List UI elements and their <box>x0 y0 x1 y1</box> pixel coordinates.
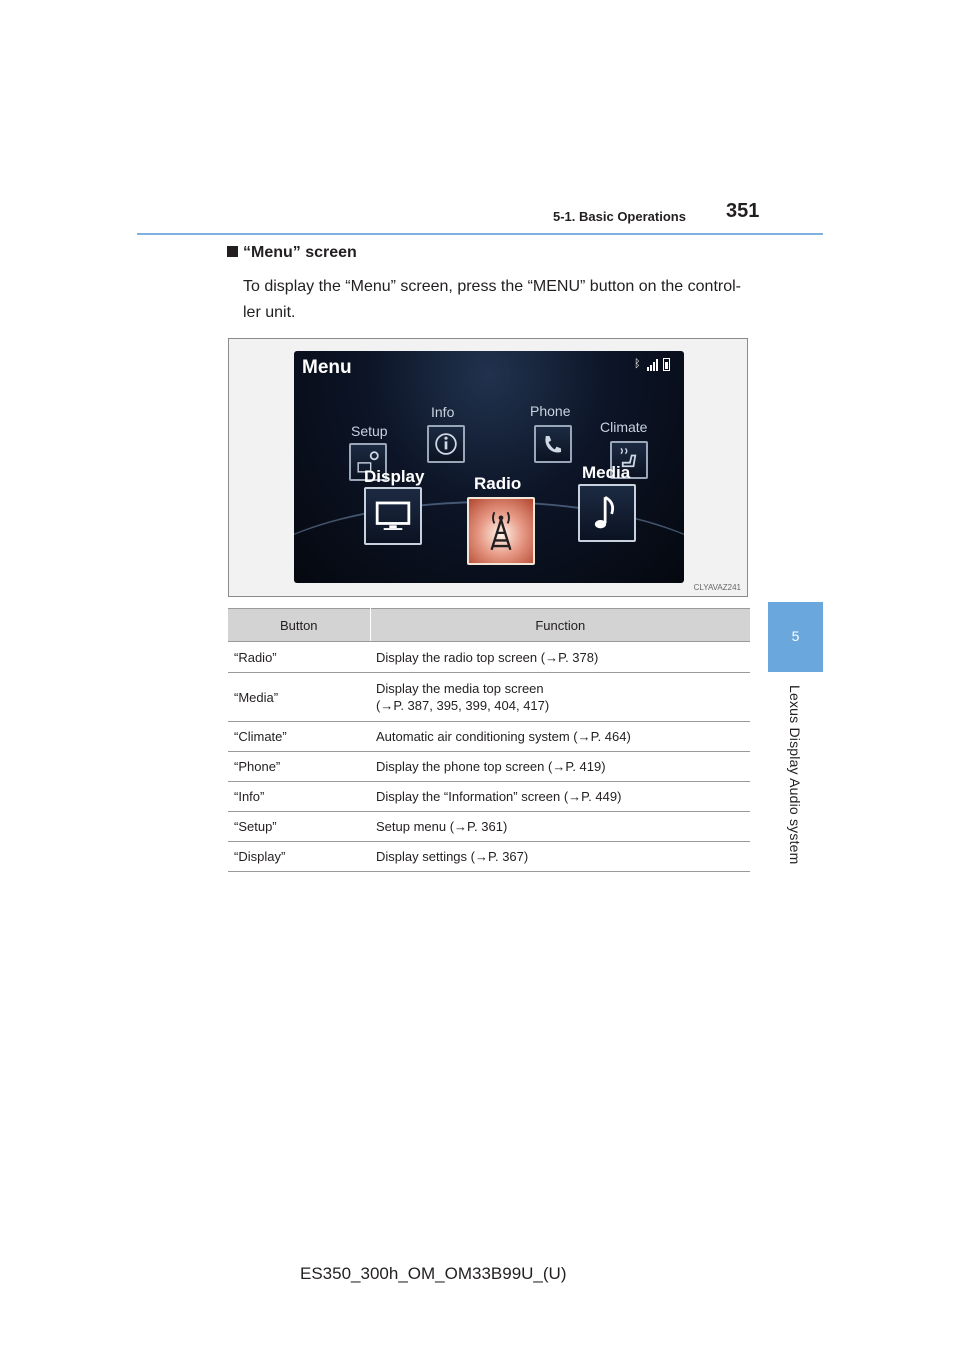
chapter-tab-number: 5 <box>791 628 800 644</box>
button-function-table <box>228 608 750 872</box>
page-number: 351 <box>726 200 760 222</box>
tile-label-phone: Phone <box>530 403 571 419</box>
menu-screen-title: Menu <box>302 357 352 378</box>
tile-label-media: Media <box>582 463 631 482</box>
document-code-footer: ES350_300h_OM_OM33B99U_(U) <box>300 1264 567 1283</box>
section-heading-text: “Menu” screen <box>243 244 357 261</box>
table-cell-button: “Media” <box>228 673 370 722</box>
table-cell-function: Display the radio top screen (→P. 378) <box>370 642 750 673</box>
table-cell-function <box>370 673 750 722</box>
tile-label-setup: Setup <box>351 423 388 439</box>
section-heading <box>227 244 357 262</box>
table-cell-function-line2: (→P. 387, 395, 399, 404, 417) <box>376 698 550 713</box>
table-header-function: Function <box>370 609 750 642</box>
menu-screen-figure <box>228 338 748 597</box>
table-cell-button: “Display” <box>228 842 370 872</box>
table-cell-function-line1: Display the media top screen <box>376 681 544 696</box>
table-cell-function: Display the “Information” screen (→P. 449) <box>370 782 750 812</box>
table-row <box>228 673 750 722</box>
table-cell-function: Automatic air conditioning system (→P. 464) <box>370 722 750 752</box>
table-row <box>228 642 750 673</box>
table-cell-function: Setup menu (→P. 361) <box>370 812 750 842</box>
table-cell-button: “Phone” <box>228 752 370 782</box>
tile-label-climate: Climate <box>600 419 648 435</box>
table-cell-function: Display settings (→P. 367) <box>370 842 750 872</box>
table-header-row <box>228 609 750 642</box>
tile-label-radio: Radio <box>474 474 522 493</box>
running-header-section: 5-1. Basic Operations <box>553 209 686 224</box>
bluetooth-icon: ᛒ <box>634 358 641 370</box>
monitor-icon <box>366 489 420 543</box>
table-row <box>228 752 750 782</box>
table-cell-button: “Info” <box>228 782 370 812</box>
display-tile[interactable] <box>364 487 422 545</box>
signal-bars-icon <box>647 358 658 371</box>
radio-tile[interactable] <box>467 497 535 565</box>
phone-icon <box>536 427 570 461</box>
table-row <box>228 842 750 872</box>
table-row <box>228 812 750 842</box>
radio-tower-icon <box>469 499 533 563</box>
status-icons <box>634 358 670 371</box>
table-cell-button: “Setup” <box>228 812 370 842</box>
info-tile[interactable] <box>427 425 465 463</box>
media-tile[interactable] <box>578 484 636 542</box>
table-cell-function: Display the phone top screen (→P. 419) <box>370 752 750 782</box>
chapter-tab <box>768 602 823 672</box>
square-bullet-icon <box>227 246 238 257</box>
table-row <box>228 782 750 812</box>
section-body-text: To display the “Menu” screen, press the “MENU” button on the control-ler unit. <box>243 278 741 321</box>
table-cell-button: “Radio” <box>228 642 370 673</box>
chapter-side-label: Lexus Display Audio system <box>787 685 803 865</box>
info-icon <box>429 427 463 461</box>
table-header-button: Button <box>228 609 370 642</box>
header-rule <box>137 233 823 235</box>
music-note-icon <box>580 486 634 540</box>
figure-code: CLYAVAZ241 <box>693 583 741 592</box>
menu-screen <box>294 351 684 583</box>
table-cell-button: “Climate” <box>228 722 370 752</box>
table-row <box>228 722 750 752</box>
phone-tile[interactable] <box>534 425 572 463</box>
battery-icon <box>663 358 670 371</box>
tile-label-info: Info <box>431 404 455 420</box>
tile-label-display: Display <box>364 467 425 486</box>
